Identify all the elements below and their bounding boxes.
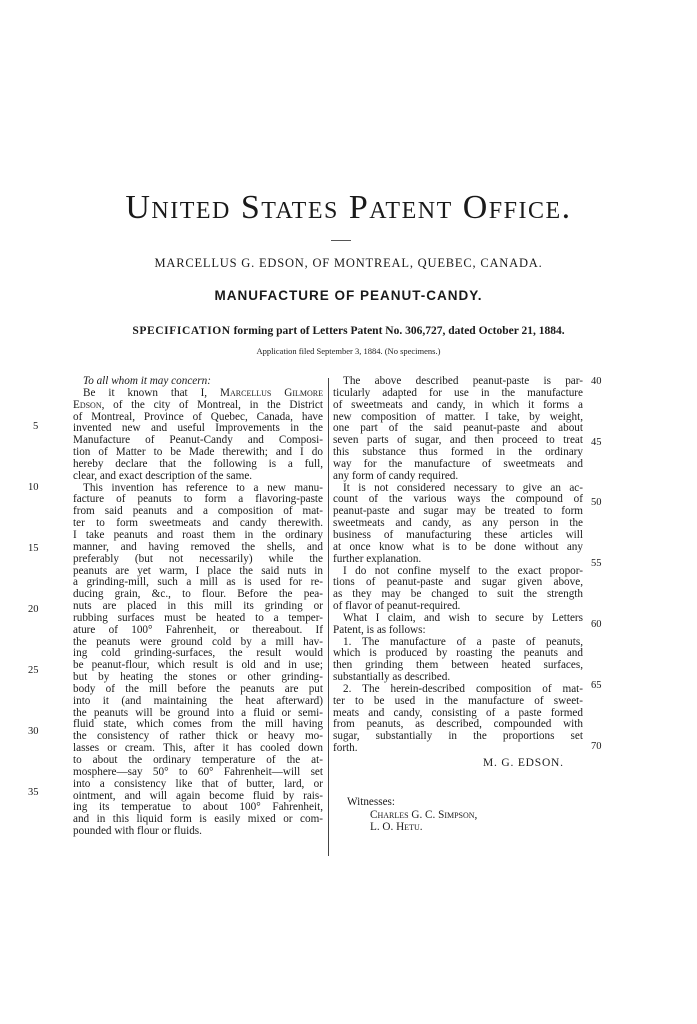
right-line: any form of candy required. xyxy=(333,469,459,482)
left-line: the peanuts were ground cold by a mill hav- xyxy=(73,635,323,648)
line-number: 35 xyxy=(28,787,39,798)
claim-1-line: substantially as described. xyxy=(333,671,451,684)
left-line: be peanut-flour, which result is old and in use; xyxy=(73,659,323,672)
right-line: one part of the said peanut-paste and about xyxy=(333,422,583,435)
line-number: 70 xyxy=(591,741,602,752)
left-line xyxy=(73,400,323,412)
left-line: ing cold grinding-surfaces, the result would xyxy=(73,647,323,660)
signature: M. G. EDSON. xyxy=(483,757,564,769)
title-dash-divider xyxy=(331,240,351,241)
right-line: of sweetmeats and candy, in which it forms a xyxy=(333,398,583,411)
right-line: What I claim, and wish to secure by Letters xyxy=(343,611,583,624)
left-line: manner, and having removed the shells, and xyxy=(73,540,323,553)
inventor-surname: Edson xyxy=(73,398,102,411)
left-line: nuts are placed in this mill its grinding or xyxy=(73,600,323,613)
left-line: lasses or cream. This, after it has cooled down xyxy=(73,742,323,755)
claim-1-line: 1. The manufacture of a paste of peanuts, xyxy=(343,635,583,648)
manufacture-title: MANUFACTURE OF PEANUT-CANDY. xyxy=(214,288,483,303)
line-number: 50 xyxy=(591,497,602,508)
right-line: seven parts of sugar, and then proceed to treat xyxy=(333,434,583,447)
left-line: into it (and maintaining the heat afterward) xyxy=(73,694,323,707)
left-line: ing its temperatue to about 100° Fahrenheit, xyxy=(73,801,323,814)
right-line: business of manufacturing these articles will xyxy=(333,528,583,541)
line-number: 10 xyxy=(28,482,39,493)
right-line: further explanation. xyxy=(333,552,422,565)
left-line: of Montreal, Province of Quebec, Canada, have xyxy=(73,410,323,423)
right-line: as they may be changed to suit the strength xyxy=(333,588,583,601)
right-column xyxy=(333,376,583,755)
line-number: 55 xyxy=(591,558,602,569)
right-line: of flavor of peanut-required. xyxy=(333,600,461,613)
right-line: ticularly adapted for use in the manufacture xyxy=(333,386,583,399)
left-line: pounded with flour or fluids. xyxy=(73,825,202,838)
text-fragment: Be it known that I, xyxy=(83,386,221,399)
specification-rest: forming part of Letters Patent No. 306,727, dated October 21, 1884. xyxy=(230,325,565,337)
claim-2-line: ter to be used in the manufacture of sweet- xyxy=(333,694,583,707)
left-line: I take peanuts and roast them in the ordinary xyxy=(73,528,323,541)
left-line: and in this liquid form is easily mixed or com- xyxy=(73,813,323,826)
right-line: sweetmeats and candy, as any person in the xyxy=(333,517,583,530)
witnesses-label: Witnesses: xyxy=(347,796,396,808)
right-line: Patent, is as follows: xyxy=(333,623,426,636)
inventor-line: MARCELLUS G. EDSON, OF MONTREAL, QUEBEC, CANADA. xyxy=(154,256,543,270)
right-line: It is not considered necessary to give an ac- xyxy=(343,481,583,494)
left-line: peanuts are yet warm, I place the said nuts in xyxy=(73,564,323,577)
left-line: invented new and useful Improvements in the xyxy=(73,422,323,435)
right-line: way for the manufacture of sweetmeats and xyxy=(333,457,583,470)
application-line: Application filed September 3, 1884. (No specimens.) xyxy=(256,346,441,356)
line-number: 25 xyxy=(28,665,39,676)
right-line: this substance thus formed in the ordinary xyxy=(333,446,583,459)
left-line: mosphere—say 50° to 60° Fahrenheit—will set xyxy=(73,765,323,778)
claim-1-line: then grinding them between heated surfaces, xyxy=(333,659,583,672)
line-number: 5 xyxy=(33,421,39,432)
right-line: new composition of matter. I take, by weight, xyxy=(333,410,583,423)
claim-2-line: meats and candy, consisting of a paste formed xyxy=(333,706,583,719)
right-line: at once know what is to be done without any xyxy=(333,540,583,553)
left-line: ducing grain, &c., to flour. Before the pea- xyxy=(73,588,323,601)
left-line: fluid state, which comes from the mill having xyxy=(73,718,323,731)
line-number: 65 xyxy=(591,680,602,691)
left-column xyxy=(73,376,323,838)
left-line: Manufacture of Peanut-Candy and Composi- xyxy=(73,434,323,447)
claim-2-line: from peanuts, as described, compounded with xyxy=(333,718,583,731)
left-line: facture of peanuts to form a flavoring-paste xyxy=(73,493,323,506)
left-line: ointment, and will again become fluid by rais- xyxy=(73,789,323,802)
line-number: 15 xyxy=(28,543,39,554)
line-number: 40 xyxy=(591,376,602,387)
salutation: To all whom it may concern: xyxy=(83,375,211,387)
specification-line xyxy=(0,325,697,337)
claim-2-line: forth. xyxy=(333,742,358,755)
line-number: 45 xyxy=(591,437,602,448)
specification-lead: SPECIFICATION xyxy=(132,325,231,337)
left-line: clear, and exact description of the same. xyxy=(73,469,253,482)
witness-2: L. O. Hetu. xyxy=(370,821,423,833)
text-fragment: , of the city of Montreal, in the District xyxy=(101,398,323,411)
left-line: body of the mill before the peanuts are put xyxy=(73,682,323,695)
left-line: a grinding-mill, such a mill as is used for re- xyxy=(73,576,323,589)
claim-2-line: 2. The herein-described composition of mat- xyxy=(343,682,583,695)
left-line: the consistency of rather thick or heavy mo- xyxy=(73,730,323,743)
left-line: hereby declare that the following is a full, xyxy=(73,457,323,470)
left-line: This invention has reference to a new manu- xyxy=(83,481,323,494)
left-line: ature of 100° Fahrenheit, or thereabout. If xyxy=(73,623,323,636)
witness-1: Charles G. C. Simpson, xyxy=(370,809,478,821)
inventor-name: Marcellus Gilmore xyxy=(220,386,324,399)
line-number: 60 xyxy=(591,619,602,630)
column-divider xyxy=(328,378,329,856)
claim-2-line: sugar, substantially in the proportions set xyxy=(333,730,583,743)
left-line: the peanuts will be ground into a fluid or semi- xyxy=(73,706,323,719)
claim-1-line: which is produced by roasting the peanuts and xyxy=(333,647,583,660)
left-line: rubbing surfaces must be heated to a temper- xyxy=(73,611,323,624)
line-number: 30 xyxy=(28,726,39,737)
right-line: I do not confine myself to the exact propor- xyxy=(343,564,583,577)
left-line: but by heating the stones or other grinding- xyxy=(73,671,323,684)
left-line: from said peanuts and a composition of mat- xyxy=(73,505,323,518)
left-line: tion of Matter to be Made therewith; and I do xyxy=(73,446,323,459)
left-line: ter to form sweetmeats and candy therewith. xyxy=(73,517,323,530)
right-line: count of the various ways the compound of xyxy=(333,493,583,506)
right-line: peanut-paste and sugar may be treated to form xyxy=(333,505,583,518)
left-line: to about the ordinary temperature of the at- xyxy=(73,754,323,766)
right-line: The above described peanut-paste is par- xyxy=(343,375,583,387)
right-line: tions of peanut-paste and sugar given above, xyxy=(333,576,583,589)
left-line: into a consistency like that of butter, lard, or xyxy=(73,777,323,790)
line-number: 20 xyxy=(28,604,39,615)
left-line: preferably (but not necessarily) while the xyxy=(73,552,323,565)
office-title: United States Patent Office. xyxy=(125,189,572,226)
